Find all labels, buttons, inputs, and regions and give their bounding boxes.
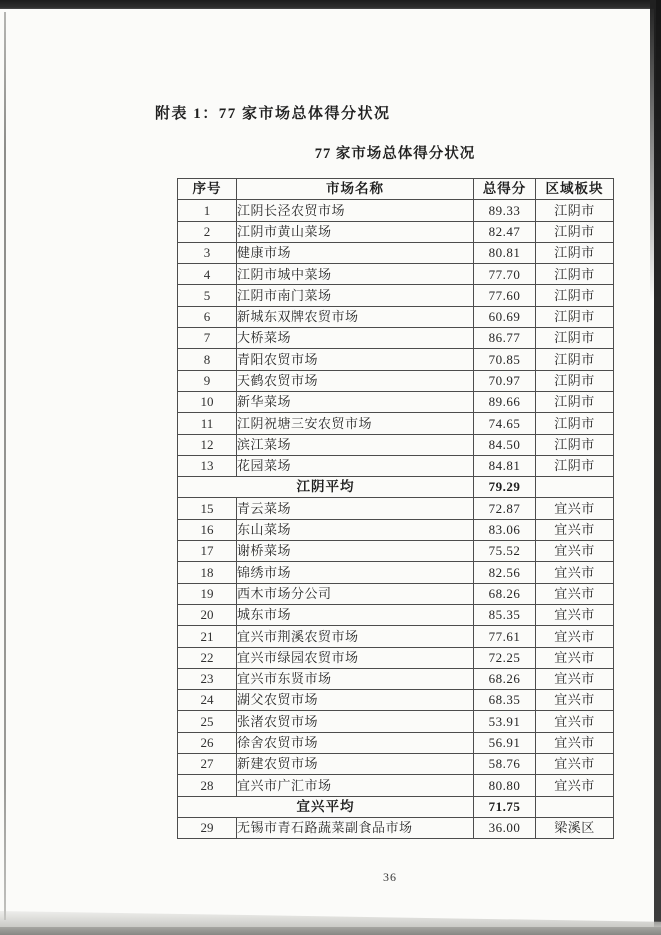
score-value: 80.81 [474,242,536,263]
region-value: 宜兴市 [536,583,614,604]
column-header-index: 序号 [178,179,237,200]
score-value: 85.35 [474,604,536,625]
score-value: 72.87 [474,498,536,519]
market-name: 湖父农贸市场 [237,690,474,711]
score-value: 60.69 [474,306,536,327]
region-value: 宜兴市 [536,775,614,796]
score-value: 80.80 [474,775,536,796]
row-index: 25 [178,711,237,732]
row-index: 29 [178,817,237,838]
region-value: 江阴市 [536,242,614,263]
market-name: 无锡市青石路蔬菜副食品市场 [237,817,474,838]
row-index: 1 [178,200,237,221]
table-row [178,775,614,796]
table-row [178,690,614,711]
region-value: 江阴市 [536,434,614,455]
market-name: 江阴市南门菜场 [237,285,474,306]
table-row [178,817,614,838]
average-label: 江阴平均 [178,477,474,498]
region-value: 宜兴市 [536,711,614,732]
scan-page-curl [0,905,661,929]
market-name: 东山菜场 [237,519,474,540]
score-value: 82.47 [474,221,536,242]
region-value: 宜兴市 [536,754,614,775]
score-value: 77.70 [474,264,536,285]
column-header-name: 市场名称 [237,179,474,200]
score-value: 70.97 [474,370,536,391]
table-row [178,264,614,285]
market-name: 锦绣市场 [237,562,474,583]
row-index: 28 [178,775,237,796]
market-name: 滨江菜场 [237,434,474,455]
score-value: 68.26 [474,583,536,604]
market-name: 城东市场 [237,604,474,625]
region-empty [536,796,614,817]
table-row [178,242,614,263]
row-index: 3 [178,242,237,263]
score-value: 84.50 [474,434,536,455]
market-name: 新建农贸市场 [237,754,474,775]
market-scores-table [177,178,614,839]
score-value: 77.60 [474,285,536,306]
table-row [178,604,614,625]
table-row [178,562,614,583]
market-name: 宜兴市东贤市场 [237,668,474,689]
row-index: 10 [178,391,237,412]
region-value: 宜兴市 [536,541,614,562]
score-value: 68.26 [474,668,536,689]
region-value: 宜兴市 [536,647,614,668]
table-row [178,413,614,434]
score-value: 70.85 [474,349,536,370]
score-value: 75.52 [474,541,536,562]
region-empty [536,477,614,498]
table-row [178,711,614,732]
average-score: 71.75 [474,796,536,817]
region-value: 宜兴市 [536,668,614,689]
row-index: 22 [178,647,237,668]
market-name: 江阴祝塘三安农贸市场 [237,413,474,434]
row-index: 24 [178,690,237,711]
market-name: 健康市场 [237,242,474,263]
market-name: 宜兴市广汇市场 [237,775,474,796]
row-index: 8 [178,349,237,370]
region-value: 宜兴市 [536,732,614,753]
table-row [178,732,614,753]
market-name: 徐舍农贸市场 [237,732,474,753]
region-value: 宜兴市 [536,519,614,540]
region-value: 江阴市 [536,455,614,476]
score-value: 83.06 [474,519,536,540]
column-header-score: 总得分 [474,179,536,200]
appendix-label: 附表 1：77 家市场总体得分状况 [155,106,391,122]
market-name: 江阴长泾农贸市场 [237,200,474,221]
score-value: 84.81 [474,455,536,476]
market-name: 江阴市城中菜场 [237,264,474,285]
table-title: 77 家市场总体得分状况 [314,146,476,162]
market-name: 大桥菜场 [237,328,474,349]
average-label: 宜兴平均 [178,796,474,817]
score-value: 58.76 [474,754,536,775]
scan-edge-top [0,0,661,9]
row-index: 21 [178,626,237,647]
row-index: 17 [178,541,237,562]
region-value: 江阴市 [536,200,614,221]
row-index: 12 [178,434,237,455]
table-row [178,306,614,327]
region-value: 江阴市 [536,328,614,349]
region-value: 江阴市 [536,285,614,306]
table-row [178,668,614,689]
scan-edge-right-shadow [650,0,656,300]
scan-edge-bottom [0,927,661,935]
table-row [178,541,614,562]
row-index: 18 [178,562,237,583]
average-row [178,477,614,498]
market-name: 宜兴市荆溪农贸市场 [237,626,474,647]
table-row [178,221,614,242]
score-value: 56.91 [474,732,536,753]
market-name: 新城东双牌农贸市场 [237,306,474,327]
table-row [178,626,614,647]
score-value: 86.77 [474,328,536,349]
score-value: 53.91 [474,711,536,732]
table-row [178,200,614,221]
page-number: 36 [383,870,397,884]
region-value: 宜兴市 [536,690,614,711]
row-index: 26 [178,732,237,753]
row-index: 2 [178,221,237,242]
row-index: 6 [178,306,237,327]
region-value: 江阴市 [536,306,614,327]
region-value: 江阴市 [536,370,614,391]
row-index: 7 [178,328,237,349]
column-header-region: 区域板块 [536,179,614,200]
score-value: 77.61 [474,626,536,647]
table-row [178,349,614,370]
row-index: 23 [178,668,237,689]
table-row [178,328,614,349]
score-value: 82.56 [474,562,536,583]
table-row [178,647,614,668]
table-row [178,754,614,775]
market-name: 宜兴市绿园农贸市场 [237,647,474,668]
row-index: 15 [178,498,237,519]
region-value: 宜兴市 [536,562,614,583]
table-row [178,583,614,604]
row-index: 20 [178,604,237,625]
row-index: 13 [178,455,237,476]
score-value: 89.66 [474,391,536,412]
market-name: 新华菜场 [237,391,474,412]
score-value: 68.35 [474,690,536,711]
region-value: 江阴市 [536,413,614,434]
row-index: 4 [178,264,237,285]
row-index: 19 [178,583,237,604]
market-name: 天鹤农贸市场 [237,370,474,391]
region-value: 宜兴市 [536,626,614,647]
region-value: 宜兴市 [536,604,614,625]
region-value: 江阴市 [536,221,614,242]
average-score: 79.29 [474,477,536,498]
score-value: 74.65 [474,413,536,434]
region-value: 梁溪区 [536,817,614,838]
average-row [178,796,614,817]
market-name: 花园菜场 [237,455,474,476]
row-index: 9 [178,370,237,391]
region-value: 江阴市 [536,264,614,285]
row-index: 5 [178,285,237,306]
table-row [178,285,614,306]
region-value: 江阴市 [536,391,614,412]
table-row [178,519,614,540]
region-value: 江阴市 [536,349,614,370]
market-name: 谢桥菜场 [237,541,474,562]
scan-edge-left-line [4,12,6,920]
score-value: 89.33 [474,200,536,221]
market-name: 西木市场分公司 [237,583,474,604]
market-name: 张渚农贸市场 [237,711,474,732]
table-row [178,370,614,391]
table-row [178,391,614,412]
region-value: 宜兴市 [536,498,614,519]
market-name: 青云菜场 [237,498,474,519]
row-index: 11 [178,413,237,434]
table-header-row [178,179,614,200]
table-row [178,498,614,519]
table-row [178,434,614,455]
score-value: 36.00 [474,817,536,838]
market-name: 青阳农贸市场 [237,349,474,370]
row-index: 27 [178,754,237,775]
score-value: 72.25 [474,647,536,668]
row-index: 16 [178,519,237,540]
table-row [178,455,614,476]
market-name: 江阴市黄山菜场 [237,221,474,242]
